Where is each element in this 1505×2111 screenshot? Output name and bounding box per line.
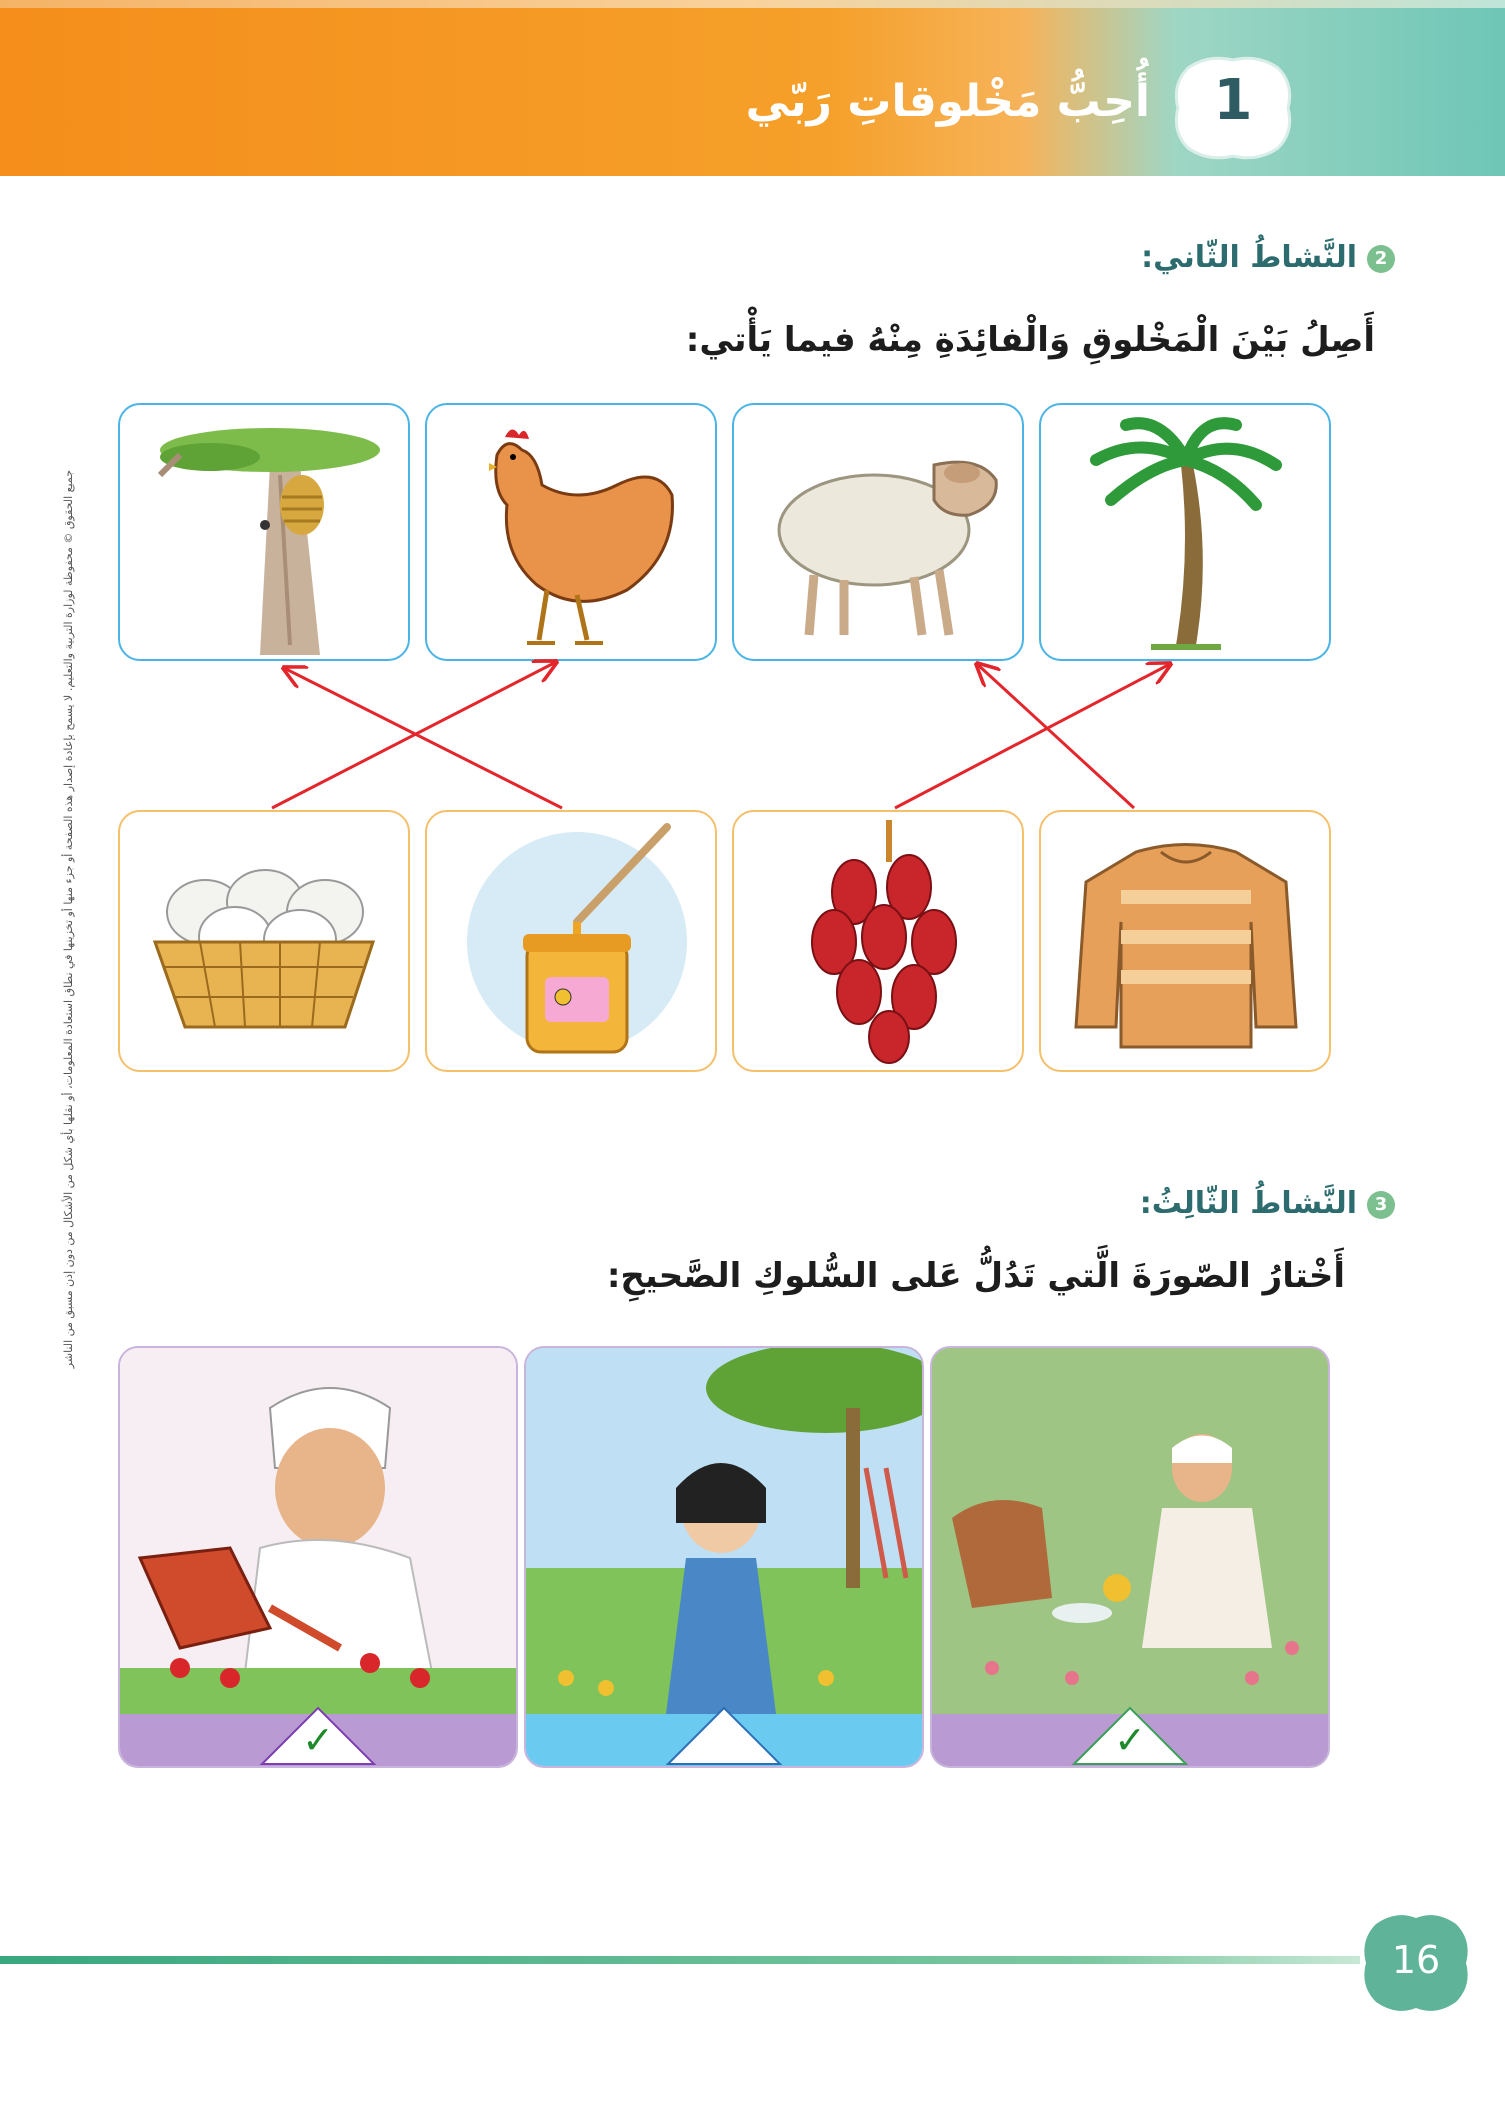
picture-card-watering[interactable] <box>118 1346 518 1768</box>
activity3-heading <box>1140 1186 1395 1221</box>
dates-icon <box>734 812 1022 1070</box>
benefit-card-dates[interactable] <box>732 810 1024 1072</box>
arrow-dates-to-palm <box>895 664 1170 808</box>
check-mark-1: ✓ <box>302 1718 334 1762</box>
benefit-card-honey[interactable] <box>425 810 717 1072</box>
honey-jar-icon <box>427 812 715 1070</box>
sweater-icon <box>1041 812 1329 1070</box>
check-mark-3: ✓ <box>1114 1718 1146 1762</box>
answer-triangle-2[interactable] <box>664 1704 784 1766</box>
arrow-sweater-to-sheep <box>977 664 1134 808</box>
arrow-honey-to-tree <box>284 668 562 808</box>
activity3-number: 3 <box>1367 1191 1395 1219</box>
footer-line <box>0 1956 1360 1964</box>
egg-basket-icon <box>120 812 408 1070</box>
picture-card-feeding[interactable] <box>930 1346 1330 1768</box>
lesson-title: أُحِبُّ مَخْلوقاتِ رَبّي <box>745 76 1150 127</box>
lesson-number: 1 <box>1213 68 1253 133</box>
activity2-heading-text: النَّشاطُ الثّاني: <box>1141 240 1357 275</box>
activity2-instruction: أَصِلُ بَيْنَ الْمَخْلوقِ وَالْفائِدَةِ مِنْهُ فيما يَأْتي: <box>685 320 1375 360</box>
activity2-number: 2 <box>1367 245 1395 273</box>
page-number: 16 <box>1391 1938 1441 1982</box>
benefit-card-sweater[interactable] <box>1039 810 1331 1072</box>
activity3-heading-text: النَّشاطُ الثّالِثُ: <box>1139 1186 1357 1221</box>
benefit-card-eggs[interactable] <box>118 810 410 1072</box>
picture-card-picking[interactable] <box>524 1346 924 1768</box>
copyright-side-note: جميع الحقوق © محفوظة لوزارة التربية والتعليم. لا يسمح بإعادة إصدار هذه الصفحة أو جزء منها أو تخزينها في نطاق استعادة المعلومات، أو نقلها بأي شكل من الأشكال من دون إذن مسبق من الناشر <box>62 470 75 1369</box>
activity3-instruction: أَخْتارُ الصّورَةَ الَّتي تَدُلُّ عَلى السُّلوكِ الصَّحيحِ: <box>606 1256 1345 1296</box>
